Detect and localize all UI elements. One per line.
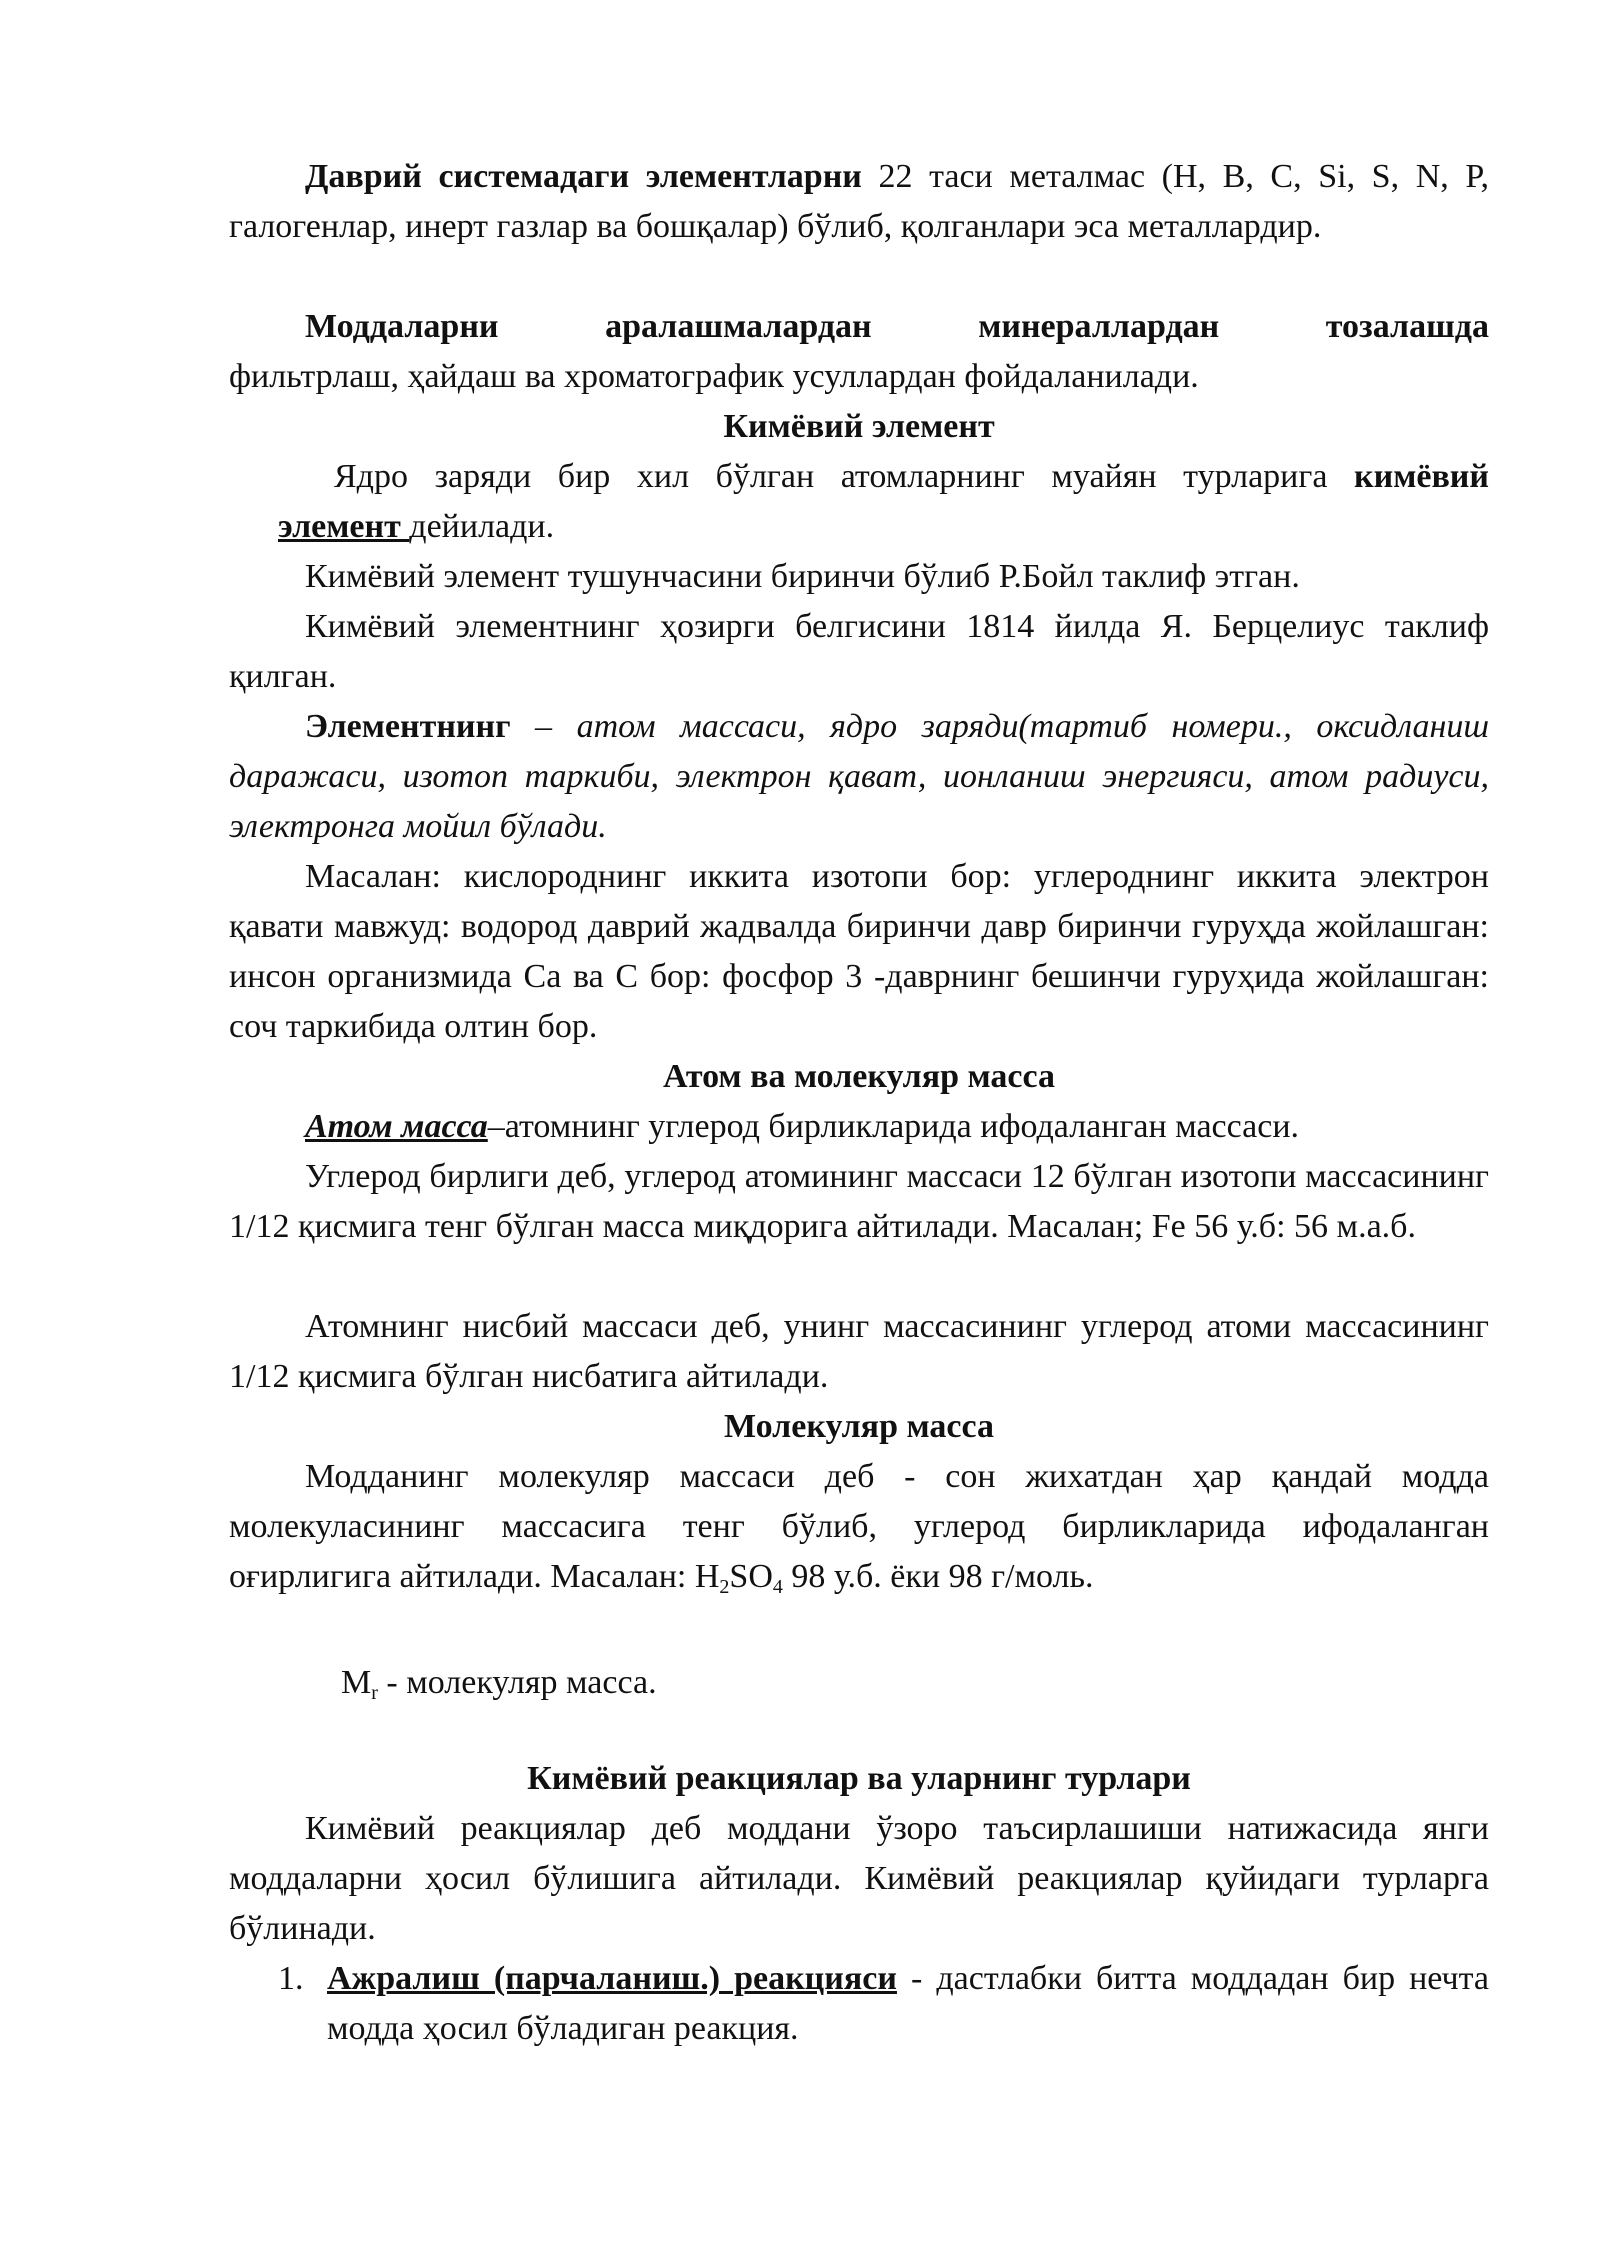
- list-item-text: - дастлабки битта моддадан бир нечта модда ҳосил бўладиган реакция.: [327, 1960, 1490, 2047]
- paragraph-text: Ядро заряди бир хил бўлган атомларнинг муайян турларига: [334, 458, 1355, 495]
- term-atomic-mass: Атом масса: [305, 1108, 488, 1145]
- bold-term-underlined: Ажралиш (парчаланиш.) реакцияси: [327, 1960, 897, 1997]
- paragraph-berzelius: Кимёвий элементнинг ҳозирги белгисини 1814 йилда Я. Берцелиус таклиф қилган.: [229, 608, 1489, 695]
- italic-text: атом массаси, ядро заряди(тартиб номери., оксидланиш даражаси, изотоп таркиби, электрон қават, ионланиш энергияси, атом радиуси, электронга мойил бўлади.: [229, 708, 1490, 845]
- bold-term-underlined: элемент: [278, 508, 410, 545]
- paragraph-text: фильтрлаш, ҳайдаш ва хроматографик усуллардан фойдаланилади.: [229, 358, 1199, 395]
- paragraph-relative-mass: Атомнинг нисбий массаси деб, унинг массасининг углерод атоми массасининг 1/12 қисмига бўлган нисбатига айтилади.: [229, 1308, 1489, 1395]
- paragraph-atomic-mass: [229, 1102, 1489, 1152]
- paragraph-element-properties: Элементнинг – атом массаси, ядро заряди(тартиб номери., оксидланиш даражаси, изотоп таркиби, электрон қават, ионланиш энергияси, атом радиуси, электронга мойил бўлади.: [229, 708, 1490, 845]
- bold-lead: Моддаларни аралашмалардан минераллардан тозалашда: [305, 308, 1489, 345]
- paragraph-purification-text: [229, 352, 1489, 402]
- paragraph-carbon-unit: Углерод бирлиги деб, углерод атомининг массаси 12 бўлган изотопи массасининг 1/12 қисмига тенг бўлган масса миқдорига айтилади. Масалан; Fe 56 у.б: 56 м.а.б.: [229, 1158, 1489, 1245]
- paragraph-examples: Масалан: кислороднинг иккита изотопи бор: углероднинг иккита электрон қавати мавжуд: водород даврий жадвалда биринчи давр биринчи гуруҳда жойлашган: инсон организмида Са ва С бор: фосфор 3 -даврнинг бешинчи гуруҳида жойлашган: соч таркибида олтин бор.: [229, 858, 1489, 1045]
- bold-lead: Элементнинг: [305, 708, 511, 745]
- list-item-decomposition: [327, 1954, 1489, 2054]
- paragraph-definition-line1: [334, 452, 1489, 502]
- section-title-atomic-molecular-mass: Атом ва молекуляр масса: [662, 1058, 1056, 1095]
- paragraph-periodic-system: [229, 152, 1489, 252]
- formula-line: $M_r$ - молекуляр масса.: [341, 1664, 657, 1704]
- paragraph-text: –атомнинг углерод бирликларида ифодаланган массаси.: [487, 1108, 1300, 1145]
- bold-lead: Даврий системадаги элементларни: [305, 158, 862, 195]
- list-item-number: 1.: [278, 1960, 304, 1997]
- paragraph-text: дейилади.: [409, 508, 555, 545]
- paragraph-molecular-mass: Модданинг молекуляр массаси деб - сон жихатдан ҳар қандай модда молекуласининг массасига тенг бўлиб, углерод бирликларида ифодаланган оғирлигига айтилади. Масалан: $H_2SO_4$ 98 у.б. ёки 98 г/моль.: [229, 1458, 1489, 1598]
- paragraph-purification-heading-line: [229, 302, 1489, 352]
- paragraph-boyle: Кимёвий элемент тушунчасини биринчи бўлиб Р.Бойл таклиф этган.: [305, 558, 1300, 595]
- paragraph-definition-line2: [278, 502, 1489, 552]
- section-title-chemical-reactions: Кимёвий реакциялар ва уларнинг турлари: [527, 1760, 1191, 1797]
- paragraph-reactions-definition: Кимёвий реакциялар деб моддани ўзоро таъсирлашиши натижасида янги моддаларни ҳосил бўлишига айтилади. Кимёвий реакциялар қуйидаги турларга бўлинади.: [229, 1810, 1489, 1947]
- section-title-chemical-element: Кимёвий элемент: [723, 408, 995, 445]
- section-title-molecular-mass: Молекуляр масса: [723, 1408, 995, 1445]
- paragraph-text: 22 таси металмас (H, B, C, Si, S, N, P, галогенлар, инерт газлар ва бошқалар) бўлиб, қолганлари эса металлардир.: [229, 158, 1490, 245]
- bold-term: кимёвий: [1354, 458, 1489, 495]
